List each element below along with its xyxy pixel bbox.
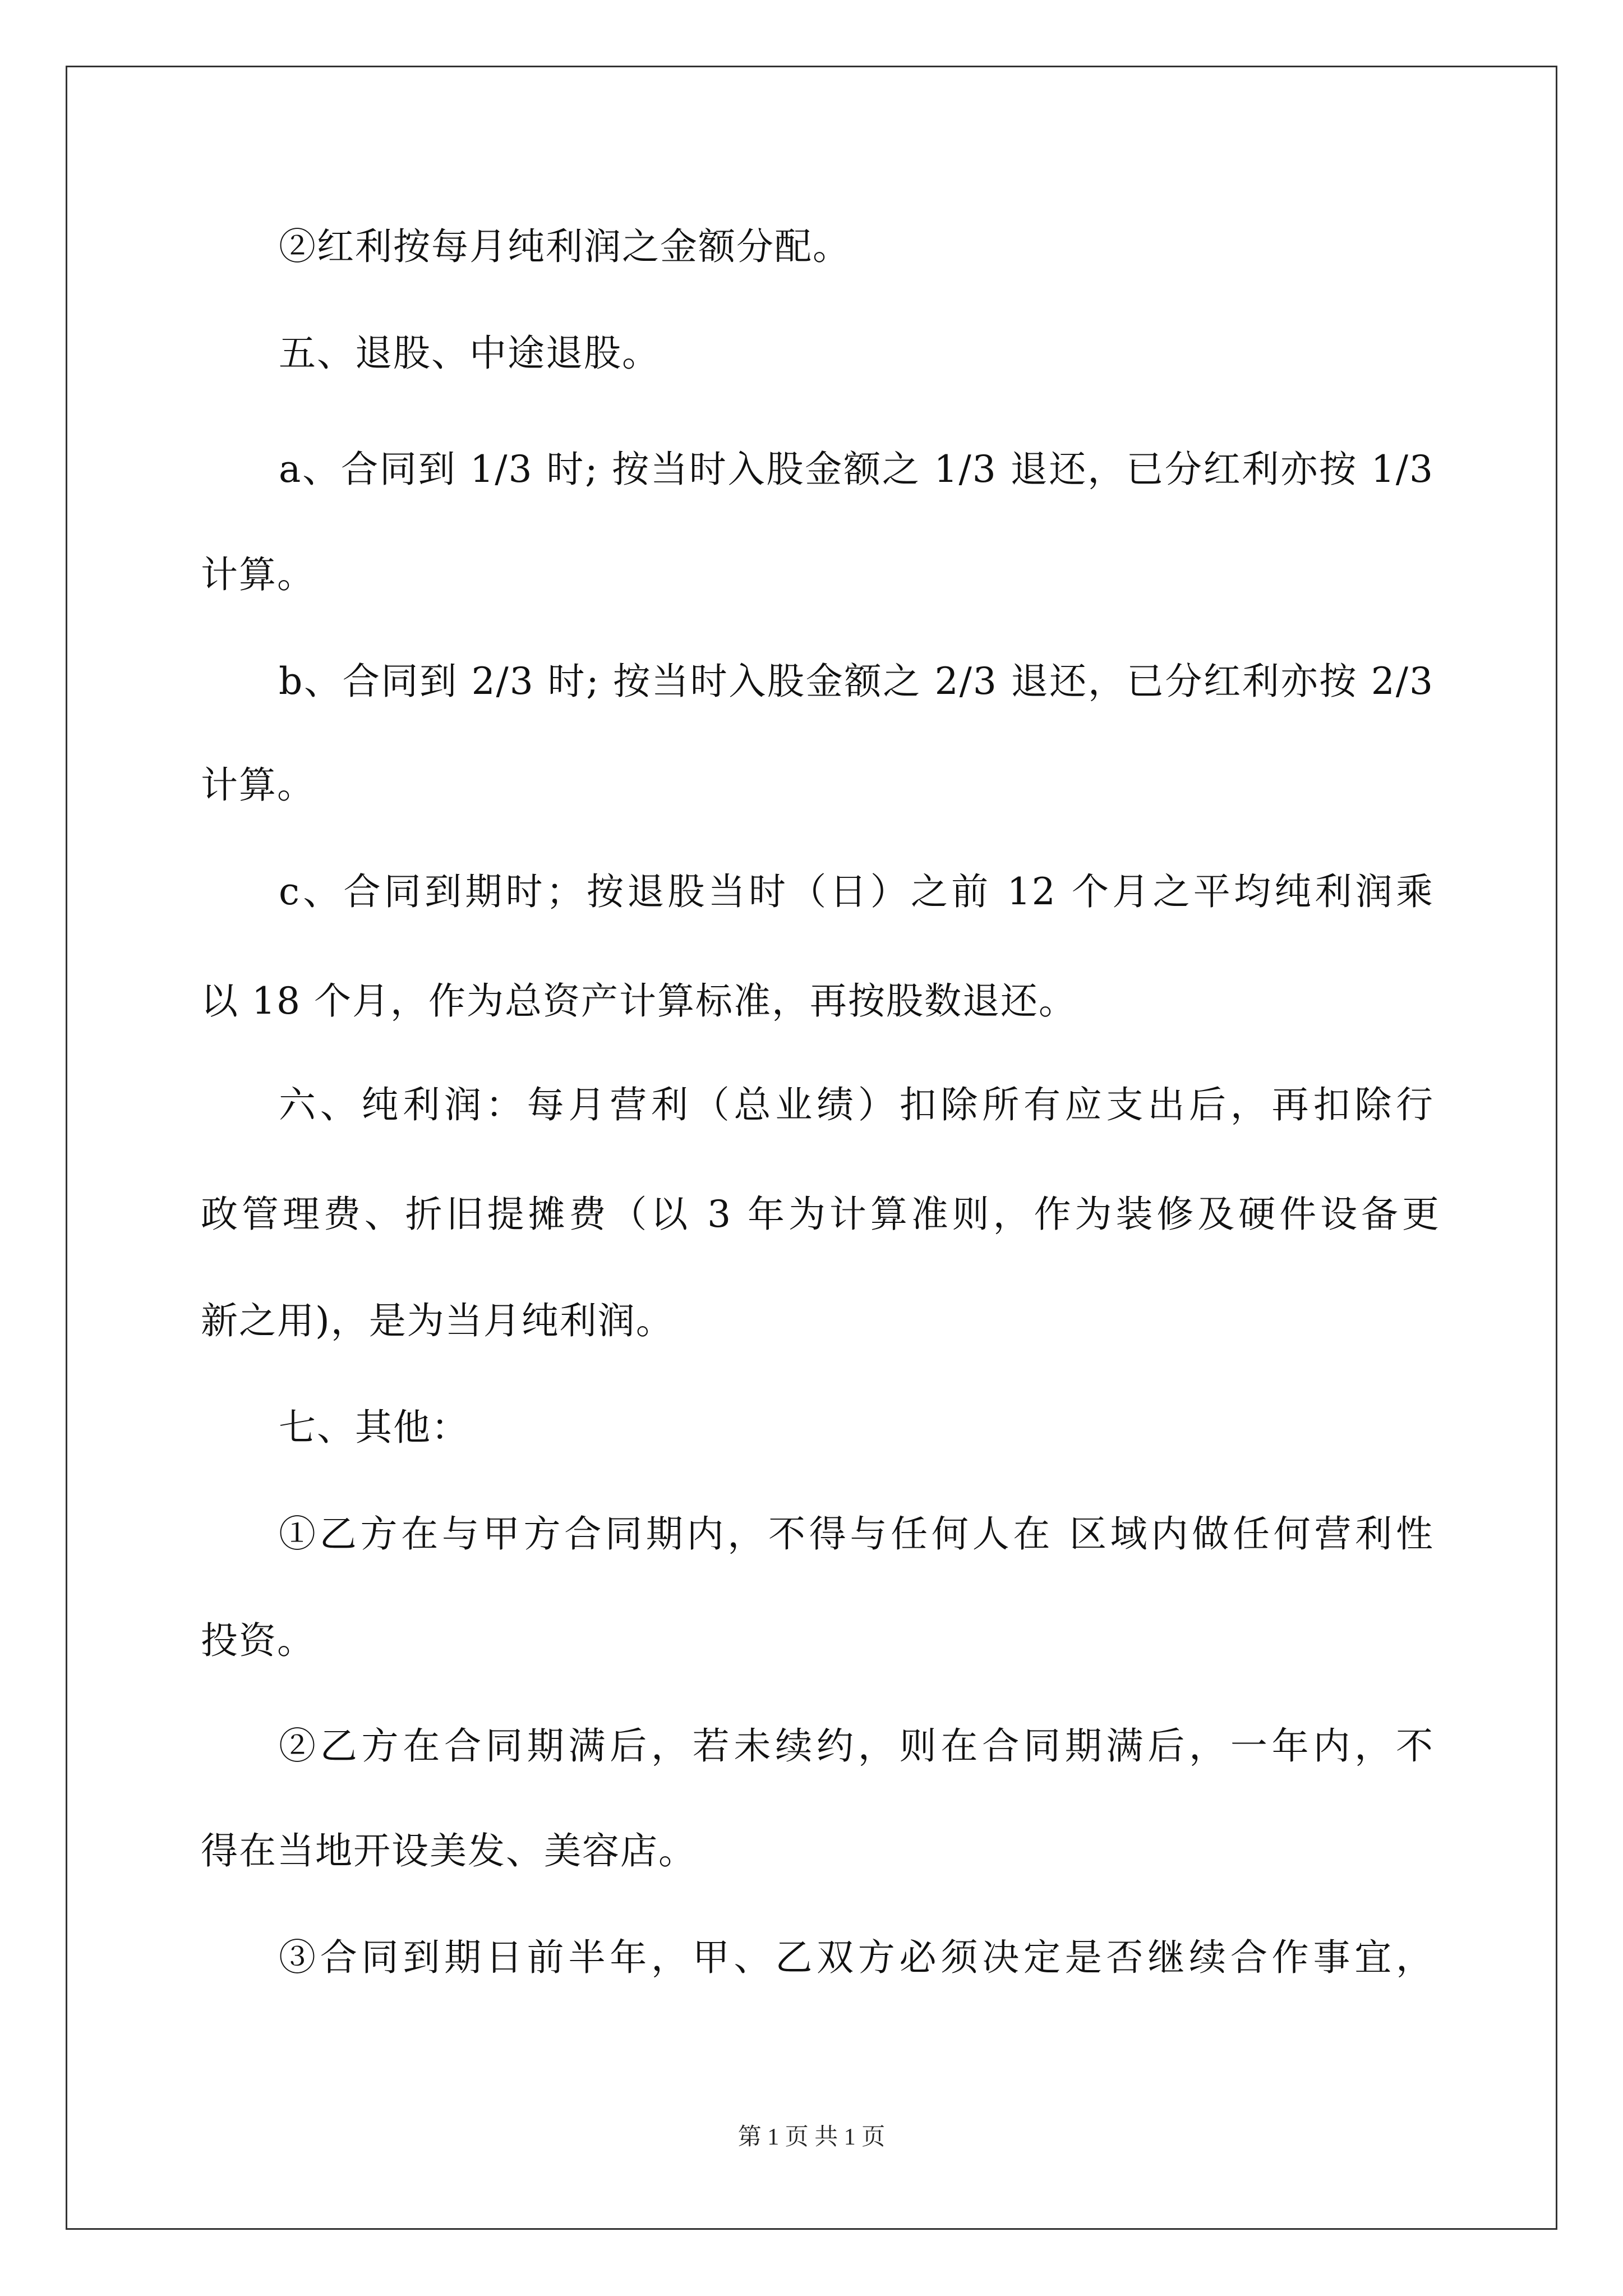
text-line: 七、其他： — [279, 1406, 469, 1449]
text-line: 计算。 — [201, 763, 315, 807]
text-line: b、合同到 2/3 时; 按当时入股金额之 2/3 退还，已分红利亦按 2/3 — [279, 660, 1434, 703]
text-line: ②乙方在合同期满后，若未续约，则在合同期满后，一年内，不 — [279, 1724, 1434, 1768]
page-footer: 第 1 页 共 1 页 — [737, 2124, 886, 2150]
page-border — [66, 66, 1557, 2230]
text-line: a、合同到 1/3 时; 按当时入股金额之 1/3 退还，已分红利亦按 1/3 — [279, 448, 1434, 491]
text-line: 投资。 — [201, 1619, 315, 1662]
text-line: 五、退股、中途退股。 — [279, 332, 660, 375]
text-line: 计算。 — [201, 553, 315, 596]
text-line: ①乙方在与甲方合同期内，不得与任何人在 区域内做任何营利性 — [279, 1512, 1434, 1556]
text-line: 新之用)，是为当月纯利润。 — [201, 1299, 674, 1342]
text-line: ③合同到期日前半年，甲、乙双方必须决定是否继续合作事宜， — [279, 1936, 1434, 1979]
text-line: ②红利按每月纯利润之金额分配。 — [279, 225, 851, 268]
text-line: 政管理费、折旧提摊费（以 3 年为计算准则，作为装修及硬件设备更 — [201, 1193, 1440, 1236]
text-line: 六、纯利润：每月营利（总业绩）扣除所有应支出后，再扣除行 — [279, 1083, 1434, 1126]
text-line: 以 18 个月，作为总资产计算标准，再按股数退还。 — [201, 979, 1077, 1023]
text-line: 得在当地开设美发、美容店。 — [201, 1829, 697, 1872]
text-line: c、合同到期时；按退股当时（日）之前 12 个月之平均纯利润乘 — [279, 870, 1434, 913]
